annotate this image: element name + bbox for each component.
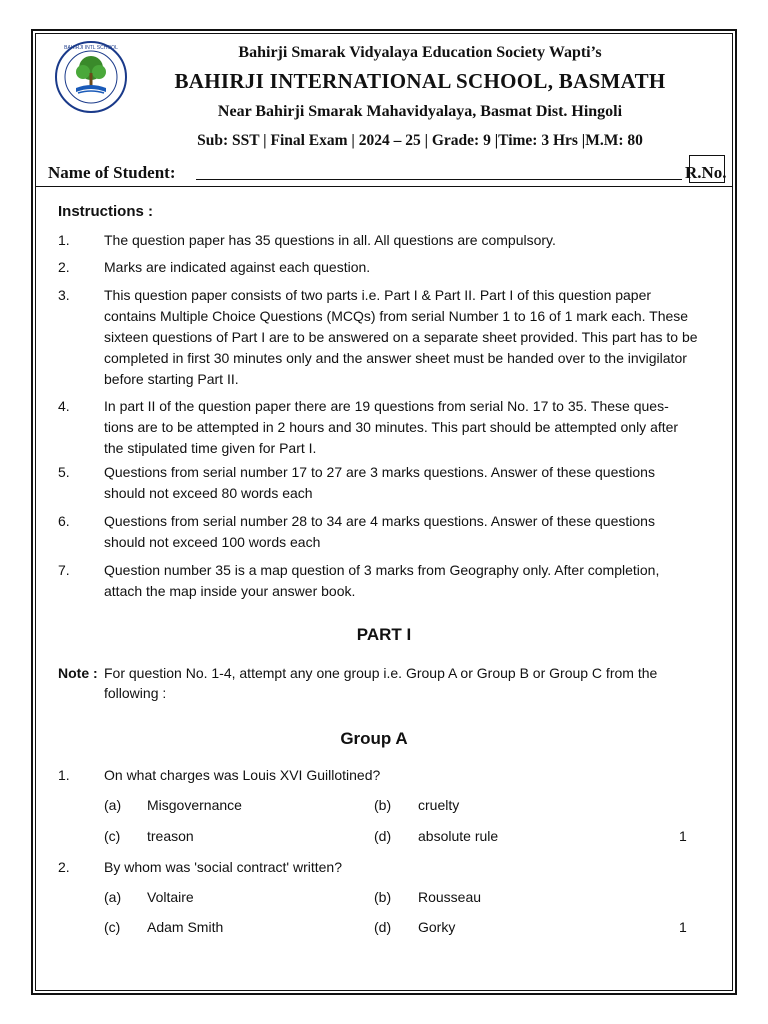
instruction-item — [58, 396, 698, 459]
society-name: Bahirji Smarak Vidyalaya Education Society Wapti’s — [238, 44, 602, 61]
roll-number-label: R.No. — [685, 163, 727, 182]
question-text: On what charges was Louis XVI Guillotined? — [104, 767, 381, 783]
instruction-item — [58, 560, 698, 602]
option-text: Voltaire — [147, 889, 194, 905]
svg-text:BAHIRJI INTL SCHOOL: BAHIRJI INTL SCHOOL — [64, 45, 118, 51]
option-text: treason — [147, 828, 194, 844]
option-key: (b) — [374, 889, 392, 905]
instruction-number: 5. — [58, 464, 70, 480]
school-logo — [54, 40, 128, 114]
instruction-number: 2. — [58, 259, 70, 275]
option-text: cruelty — [418, 797, 460, 813]
instruction-number: 1. — [58, 232, 70, 248]
question-marks: 1 — [679, 919, 687, 935]
option-text: Adam Smith — [147, 919, 224, 935]
option-key: (a) — [104, 889, 122, 905]
student-name-label: Name of Student: — [48, 163, 176, 182]
instruction-item — [58, 285, 698, 390]
option-key: (c) — [104, 919, 121, 935]
group-title: Group A — [340, 729, 408, 748]
instruction-item — [58, 230, 698, 251]
instruction-text: Questions from serial number 28 to 34 are 4 marks questions. Answer of these questions should not exceed 100 words each — [104, 513, 655, 550]
option-text: Misgovernance — [147, 797, 242, 813]
header-divider — [35, 186, 733, 187]
student-details-row — [48, 160, 728, 186]
note-block — [58, 663, 698, 703]
question-number: 1. — [58, 767, 70, 783]
question-text: By whom was 'social contract' written? — [104, 859, 342, 875]
instruction-item — [58, 511, 698, 553]
instruction-number: 6. — [58, 513, 70, 529]
option-text: Rousseau — [418, 889, 482, 905]
option-key: (a) — [104, 797, 122, 813]
instruction-text: The question paper has 35 questions in all. All questions are compulsory. — [104, 232, 556, 248]
instruction-number: 4. — [58, 398, 70, 414]
instruction-text: Questions from serial number 17 to 27 are 3 marks questions. Answer of these questions should not exceed 80 words each — [104, 464, 655, 501]
exam-info: Sub: SST | Final Exam | 2024 – 25 | Grade: 9 |Time: 3 Hrs |M.M: 80 — [197, 132, 643, 149]
instruction-text: In part II of the question paper there are 19 questions from serial No. 17 to 35. These ques-tions are to be attempted in 2 hours and 30 minutes. This part should be attempted only after the stipulated time given for Part I. — [104, 398, 679, 456]
part-title: PART I — [356, 625, 412, 644]
student-name-line[interactable] — [196, 179, 682, 180]
instruction-item — [58, 257, 698, 278]
instruction-number: 3. — [58, 287, 70, 303]
instruction-text: Marks are indicated against each question. — [104, 259, 371, 275]
option-text: Gorky — [418, 919, 456, 935]
option-key: (c) — [104, 828, 121, 844]
roll-number-box[interactable] — [689, 155, 725, 183]
option-text: absolute rule — [418, 828, 499, 844]
instruction-item — [58, 462, 698, 504]
option-key: (d) — [374, 828, 392, 844]
note-label: Note : — [58, 665, 98, 681]
school-name: BAHIRJI INTERNATIONAL SCHOOL, BASMATH — [174, 69, 666, 93]
instruction-text: This question paper consists of two parts i.e. Part I & Part II. Part I of this question paper contains Multiple Choice Questions (MCQs) from serial Number 1 to 16 of 1 mark each. These sixteen questions of Part I are to be answered on a separate sheet provided. This part has to be completed in first 30 minutes only and the answer sheet must be handed over to the invigilator before starting Part II. — [104, 287, 698, 387]
instructions-title: Instructions : — [58, 203, 154, 220]
option-key: (d) — [374, 919, 392, 935]
note-text: For question No. 1-4, attempt any one group i.e. Group A or Group B or Group C from the following : — [104, 665, 658, 701]
instruction-text: Question number 35 is a map question of 3 marks from Geography only. After completion, attach the map inside your answer book. — [104, 562, 660, 599]
question-number: 2. — [58, 859, 70, 875]
option-key: (b) — [374, 797, 392, 813]
school-address: Near Bahirji Smarak Mahavidyalaya, Basmat Dist. Hingoli — [217, 103, 623, 120]
question-marks: 1 — [679, 828, 687, 844]
instruction-number: 7. — [58, 562, 70, 578]
